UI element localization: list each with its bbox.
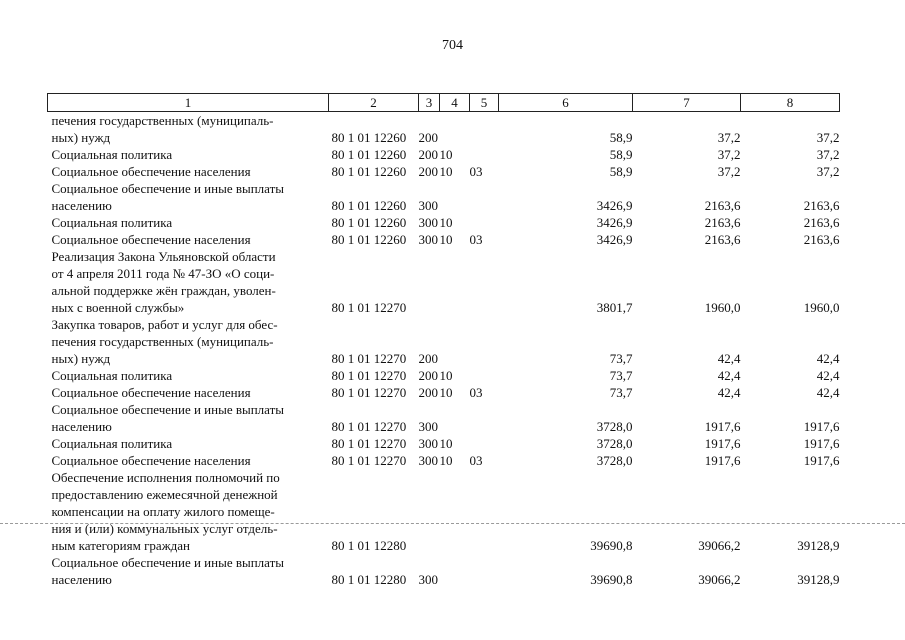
row-code: 80 1 01 12260 <box>331 215 407 230</box>
row-value-7: 2163,6 <box>704 198 741 213</box>
row-col-5: 03 <box>469 453 483 468</box>
table-row <box>48 452 840 469</box>
row-name-line: населению <box>51 419 112 434</box>
row-code: 80 1 01 12260 <box>331 232 407 247</box>
row-value-6: 39690,8 <box>590 538 633 553</box>
row-name <box>48 384 329 401</box>
row-code: 80 1 01 12270 <box>331 453 407 468</box>
row-value-8: 42,4 <box>816 368 840 383</box>
row-value-6: 58,9 <box>609 164 633 179</box>
row-code: 80 1 01 12280 <box>331 538 407 553</box>
header-col-8: 8 <box>741 94 840 112</box>
row-code: 80 1 01 12260 <box>331 130 407 145</box>
row-name <box>48 180 329 214</box>
table-header-row <box>48 94 840 112</box>
table-row <box>48 112 840 147</box>
row-code: 80 1 01 12280 <box>331 572 407 587</box>
row-value-7: 2163,6 <box>704 215 741 230</box>
row-name-line: предоставлению ежемесячной денежной <box>51 487 278 502</box>
row-code: 80 1 01 12270 <box>331 385 407 400</box>
row-col-3: 200 <box>418 368 438 383</box>
table-row <box>48 316 840 367</box>
row-value-6: 58,9 <box>609 147 633 162</box>
row-col-5 <box>470 112 499 147</box>
row-value-8: 1960,0 <box>803 300 840 315</box>
row-name-line: Социальная политика <box>51 147 173 162</box>
header-col-1: 1 <box>48 94 329 112</box>
row-name-line: населению <box>51 198 112 213</box>
row-value-7: 42,4 <box>717 385 741 400</box>
row-col-3: 300 <box>418 232 438 247</box>
table-row <box>48 180 840 214</box>
row-value-8: 1917,6 <box>803 453 840 468</box>
row-code: 80 1 01 12270 <box>331 436 407 451</box>
row-col-5 <box>470 367 499 384</box>
row-name-line: Социальная политика <box>51 368 173 383</box>
row-value-7: 37,2 <box>717 147 741 162</box>
row-value-6: 73,7 <box>609 385 633 400</box>
row-name <box>48 112 329 147</box>
header-col-6: 6 <box>499 94 633 112</box>
row-col-3: 300 <box>418 453 438 468</box>
row-col-4: 10 <box>439 232 453 247</box>
row-name-line: Социальное обеспечение населения <box>51 164 251 179</box>
row-name-line: Обеспечение исполнения полномочий по <box>51 470 280 485</box>
row-name <box>48 248 329 316</box>
row-col-3 <box>419 469 440 554</box>
row-name-line: ным категориям граждан <box>51 538 191 553</box>
row-col-4 <box>440 401 470 435</box>
row-col-5: 03 <box>469 164 483 179</box>
row-col-3: 300 <box>418 198 438 213</box>
row-code: 80 1 01 12260 <box>331 147 407 162</box>
row-name-line: Социальное обеспечение и иные выплаты <box>51 181 285 196</box>
row-value-8: 39128,9 <box>797 538 840 553</box>
table-row <box>48 401 840 435</box>
table-row <box>48 163 840 180</box>
row-col-4 <box>440 180 470 214</box>
row-name <box>48 435 329 452</box>
row-name <box>48 316 329 367</box>
row-value-6: 73,7 <box>609 351 633 366</box>
row-name-line: Социальное обеспечение населения <box>51 232 251 247</box>
table-row <box>48 214 840 231</box>
row-value-6: 3728,0 <box>596 453 633 468</box>
row-code: 80 1 01 12270 <box>331 300 407 315</box>
row-col-5: 03 <box>469 385 483 400</box>
row-value-6: 3801,7 <box>596 300 633 315</box>
row-value-7: 37,2 <box>717 130 741 145</box>
row-value-6: 73,7 <box>609 368 633 383</box>
row-col-4 <box>440 554 470 588</box>
row-value-7: 1917,6 <box>704 419 741 434</box>
row-col-4: 10 <box>439 147 453 162</box>
row-col-4 <box>440 112 470 147</box>
row-col-4: 10 <box>439 453 453 468</box>
row-value-6: 3728,0 <box>596 419 633 434</box>
row-value-8: 37,2 <box>816 147 840 162</box>
row-col-4 <box>440 248 470 316</box>
row-name-line: печения государственных (муниципаль- <box>51 334 274 349</box>
row-value-6: 39690,8 <box>590 572 633 587</box>
row-code: 80 1 01 12270 <box>331 368 407 383</box>
row-value-8: 42,4 <box>816 385 840 400</box>
row-code: 80 1 01 12260 <box>331 198 407 213</box>
table-body <box>48 112 840 589</box>
row-value-7: 39066,2 <box>698 572 741 587</box>
row-name <box>48 146 329 163</box>
row-value-8: 2163,6 <box>803 232 840 247</box>
row-col-3: 300 <box>418 436 438 451</box>
row-col-5 <box>470 401 499 435</box>
row-value-7: 37,2 <box>717 164 741 179</box>
row-value-8: 2163,6 <box>803 198 840 213</box>
row-value-7: 42,4 <box>717 351 741 366</box>
header-col-4: 4 <box>440 94 470 112</box>
row-name-line: населению <box>51 572 112 587</box>
row-code: 80 1 01 12260 <box>331 164 407 179</box>
row-name-line: компенсации на оплату жилого помеще- <box>51 504 275 519</box>
row-col-3: 300 <box>418 419 438 434</box>
row-name-line: от 4 апреля 2011 года № 47-ЗО «О соци- <box>51 266 275 281</box>
row-value-6: 3426,9 <box>596 215 633 230</box>
row-name-line: Социальное обеспечение и иные выплаты <box>51 402 285 417</box>
row-value-8: 39128,9 <box>797 572 840 587</box>
table-row <box>48 384 840 401</box>
row-col-5 <box>470 248 499 316</box>
row-col-3: 200 <box>418 130 438 145</box>
row-value-7: 39066,2 <box>698 538 741 553</box>
table-row <box>48 231 840 248</box>
row-value-8: 1917,6 <box>803 436 840 451</box>
row-col-5: 03 <box>469 232 483 247</box>
row-name-line: Социальная политика <box>51 436 173 451</box>
row-name <box>48 401 329 435</box>
row-value-7: 1917,6 <box>704 453 741 468</box>
row-name <box>48 469 329 554</box>
row-col-3 <box>419 248 440 316</box>
budget-table <box>47 93 840 588</box>
header-col-3: 3 <box>419 94 440 112</box>
row-name <box>48 231 329 248</box>
row-name-line: Социальное обеспечение и иные выплаты <box>51 555 285 570</box>
row-name-line: Социальное обеспечение населения <box>51 385 251 400</box>
row-name-line: ния и (или) коммунальных услуг отдель- <box>51 521 278 536</box>
header-col-5: 5 <box>470 94 499 112</box>
row-name-line: ных) нужд <box>51 130 111 145</box>
row-name-line: Социальное обеспечение населения <box>51 453 251 468</box>
row-name <box>48 452 329 469</box>
row-col-3: 300 <box>418 215 438 230</box>
table-row <box>48 248 840 316</box>
row-name-line: альной поддержке жён граждан, уволен- <box>51 283 276 298</box>
header-col-2: 2 <box>329 94 419 112</box>
row-name-line: ных) нужд <box>51 351 111 366</box>
row-value-8: 2163,6 <box>803 215 840 230</box>
row-value-7: 1917,6 <box>704 436 741 451</box>
row-name-line: Закупка товаров, работ и услуг для обес- <box>51 317 278 332</box>
row-value-8: 37,2 <box>816 130 840 145</box>
row-col-3: 200 <box>418 351 438 366</box>
row-name-line: Реализация Закона Ульяновской области <box>51 249 276 264</box>
row-col-3: 200 <box>418 164 438 179</box>
row-value-6: 3728,0 <box>596 436 633 451</box>
row-col-3: 200 <box>418 147 438 162</box>
row-value-8: 1917,6 <box>803 419 840 434</box>
table-row <box>48 469 840 554</box>
row-name <box>48 554 329 588</box>
row-col-5 <box>470 554 499 588</box>
row-col-4: 10 <box>439 436 453 451</box>
row-col-4 <box>440 316 470 367</box>
row-col-5 <box>470 146 499 163</box>
table-row <box>48 435 840 452</box>
row-value-6: 3426,9 <box>596 198 633 213</box>
row-name <box>48 214 329 231</box>
table-row <box>48 146 840 163</box>
row-col-4: 10 <box>439 164 453 179</box>
row-value-8: 42,4 <box>816 351 840 366</box>
row-col-5 <box>470 180 499 214</box>
row-col-4 <box>440 469 470 554</box>
row-code: 80 1 01 12270 <box>331 351 407 366</box>
row-col-3: 200 <box>418 385 438 400</box>
row-col-4: 10 <box>439 385 453 400</box>
page-number: 704 <box>442 38 463 53</box>
row-value-6: 3426,9 <box>596 232 633 247</box>
row-col-5 <box>470 214 499 231</box>
row-col-5 <box>470 435 499 452</box>
row-name-line: ных с военной службы» <box>51 300 185 315</box>
row-name-line: печения государственных (муниципаль- <box>51 113 274 128</box>
row-col-4: 10 <box>439 215 453 230</box>
table-row <box>48 554 840 588</box>
table-row <box>48 367 840 384</box>
row-value-8: 37,2 <box>816 164 840 179</box>
row-name <box>48 163 329 180</box>
row-value-7: 1960,0 <box>704 300 741 315</box>
row-col-5 <box>470 469 499 554</box>
row-col-5 <box>470 316 499 367</box>
row-name <box>48 367 329 384</box>
row-col-4: 10 <box>439 368 453 383</box>
row-name-line: Социальная политика <box>51 215 173 230</box>
row-value-7: 2163,6 <box>704 232 741 247</box>
row-value-6: 58,9 <box>609 130 633 145</box>
header-col-7: 7 <box>633 94 741 112</box>
row-col-3: 300 <box>418 572 438 587</box>
row-code: 80 1 01 12270 <box>331 419 407 434</box>
row-value-7: 42,4 <box>717 368 741 383</box>
